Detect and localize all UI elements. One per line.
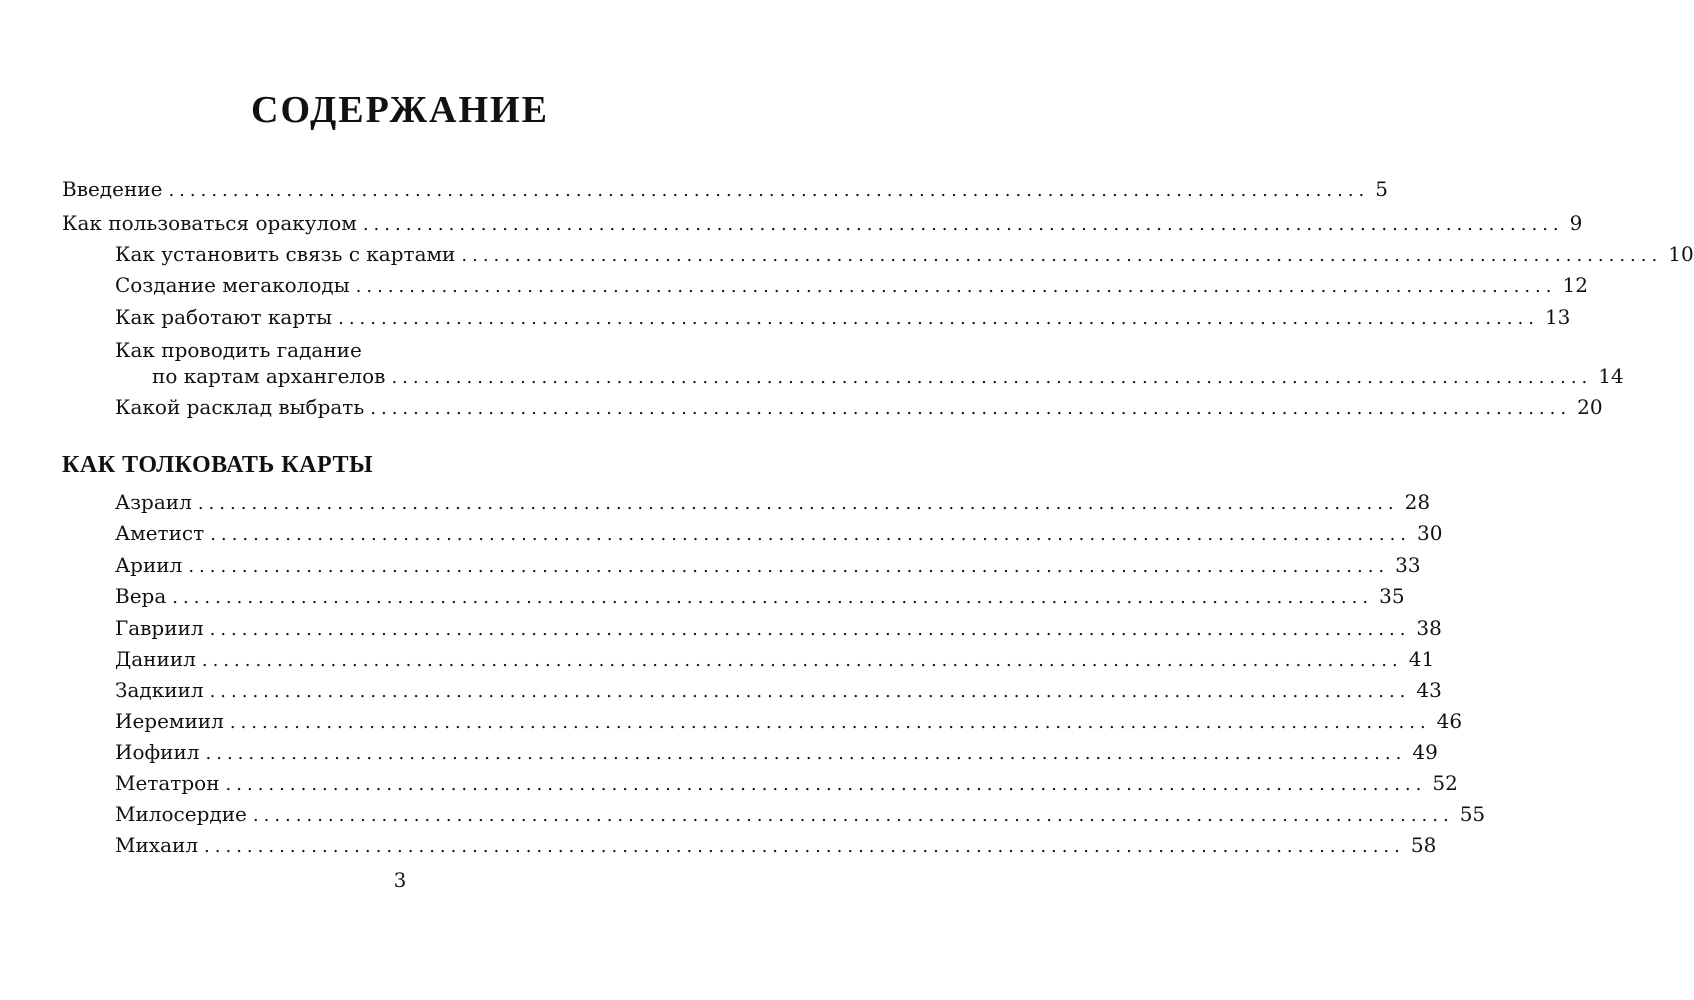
dot-leader: ................................................................................................................ xyxy=(252,805,1454,826)
toc-entry-page: 58 xyxy=(1410,833,1437,857)
toc-entry[interactable] xyxy=(115,676,1442,704)
toc-entry-label: Введение xyxy=(62,177,163,201)
toc-entry-page: 41 xyxy=(1408,647,1435,671)
dot-leader: ................................................................................................................ xyxy=(188,556,1390,577)
toc-entry[interactable] xyxy=(115,582,1405,610)
toc-entry-megadeck[interactable] xyxy=(115,271,1588,299)
toc-entry-page: 5 xyxy=(1375,177,1389,201)
dot-leader: ................................................................................................................ xyxy=(205,743,1407,764)
toc-entry-label: Даниил xyxy=(115,647,196,671)
dot-leader: ................................................................................................................ xyxy=(362,214,1564,235)
dot-leader: ................................................................................................................ xyxy=(210,524,1412,545)
section-heading: КАК ТОЛКОВАТЬ КАРТЫ xyxy=(62,452,374,478)
toc-entry-label: Задкиил xyxy=(115,678,204,702)
toc-entry-label: Как работают карты xyxy=(115,305,333,329)
dot-leader: ................................................................................................................ xyxy=(461,245,1663,266)
toc-entry-page: 12 xyxy=(1562,273,1588,297)
toc-entry-spread[interactable] xyxy=(115,393,1603,421)
toc-entry[interactable] xyxy=(115,488,1431,516)
toc-entry-label: Как установить связь с картами xyxy=(115,242,456,266)
toc-entry-page: 13 xyxy=(1544,305,1571,329)
toc-entry-page: 52 xyxy=(1432,771,1458,795)
toc-entry-label: Иофиил xyxy=(115,740,200,764)
dot-leader: ................................................................................................................ xyxy=(168,180,1370,201)
toc-entry[interactable] xyxy=(115,614,1442,642)
page-title: СОДЕРЖАНИЕ xyxy=(251,89,549,131)
toc-entry[interactable] xyxy=(115,769,1458,797)
toc-entry[interactable] xyxy=(115,519,1443,547)
toc-entry[interactable] xyxy=(115,551,1421,579)
dot-leader: ................................................................................................................ xyxy=(197,493,1399,514)
toc-entry[interactable] xyxy=(115,800,1486,828)
toc-entry-page: 14 xyxy=(1598,364,1624,388)
dot-leader: ................................................................................................................ xyxy=(355,276,1557,297)
toc-entry[interactable] xyxy=(115,831,1437,859)
toc-entry-label: Милосердие xyxy=(115,802,247,826)
toc-entry-reading[interactable] xyxy=(152,362,1624,390)
dot-leader: ................................................................................................................ xyxy=(370,398,1572,419)
toc-entry-label: Создание мегаколоды xyxy=(115,273,350,297)
toc-entry-label: Аметист xyxy=(115,521,205,545)
toc-entry[interactable] xyxy=(115,707,1463,735)
dot-leader: ................................................................................................................ xyxy=(209,681,1411,702)
toc-entry-page: 43 xyxy=(1416,678,1442,702)
dot-leader: ................................................................................................................ xyxy=(204,836,1405,857)
toc-entry-connect[interactable] xyxy=(115,240,1694,268)
toc-entry-reading-line1[interactable]: Как проводить гадание xyxy=(115,338,362,362)
toc-entry-label: Михаил xyxy=(115,833,199,857)
toc-entry-label: Вера xyxy=(115,584,167,608)
toc-entry-label: Азраил xyxy=(115,490,192,514)
toc-entry-page: 30 xyxy=(1417,521,1443,545)
toc-entry-page: 49 xyxy=(1412,740,1438,764)
toc-entry-label: Какой расклад выбрать xyxy=(115,395,365,419)
toc-entry-page: 38 xyxy=(1416,616,1442,640)
toc-entry-page: 35 xyxy=(1379,584,1405,608)
toc-entry-page: 46 xyxy=(1436,709,1463,733)
toc-entry-label: Как пользоваться оракулом xyxy=(62,211,357,235)
page-number: 3 xyxy=(393,868,407,892)
dot-leader: ................................................................................................................ xyxy=(201,650,1403,671)
toc-entry-how-to-use[interactable] xyxy=(62,209,1583,237)
dot-leader: ................................................................................................................ xyxy=(229,712,1431,733)
toc-entry-intro[interactable] xyxy=(62,175,1389,203)
dot-leader: ................................................................................................................ xyxy=(391,367,1593,388)
toc-entry-label: Ариил xyxy=(115,553,183,577)
toc-entry-page: 9 xyxy=(1569,211,1583,235)
toc-entry-label: Метатрон xyxy=(115,771,220,795)
toc-entry-page: 28 xyxy=(1404,490,1431,514)
toc-entry-label: Иеремиил xyxy=(115,709,224,733)
toc-entry-page: 55 xyxy=(1459,802,1486,826)
dot-leader: ................................................................................................................ xyxy=(225,774,1427,795)
toc-entry-how-cards-work[interactable] xyxy=(115,303,1571,331)
toc-entry-page: 20 xyxy=(1577,395,1603,419)
toc-entry-page: 10 xyxy=(1668,242,1694,266)
toc-entry[interactable] xyxy=(115,645,1435,673)
toc-entry[interactable] xyxy=(115,738,1438,766)
dot-leader: ................................................................................................................ xyxy=(209,619,1411,640)
toc-entry-page: 33 xyxy=(1395,553,1421,577)
toc-entry-label: по картам архангелов xyxy=(152,364,386,388)
dot-leader: ................................................................................................................ xyxy=(338,308,1539,329)
dot-leader: ................................................................................................................ xyxy=(172,587,1374,608)
toc-entry-label: Гавриил xyxy=(115,616,204,640)
